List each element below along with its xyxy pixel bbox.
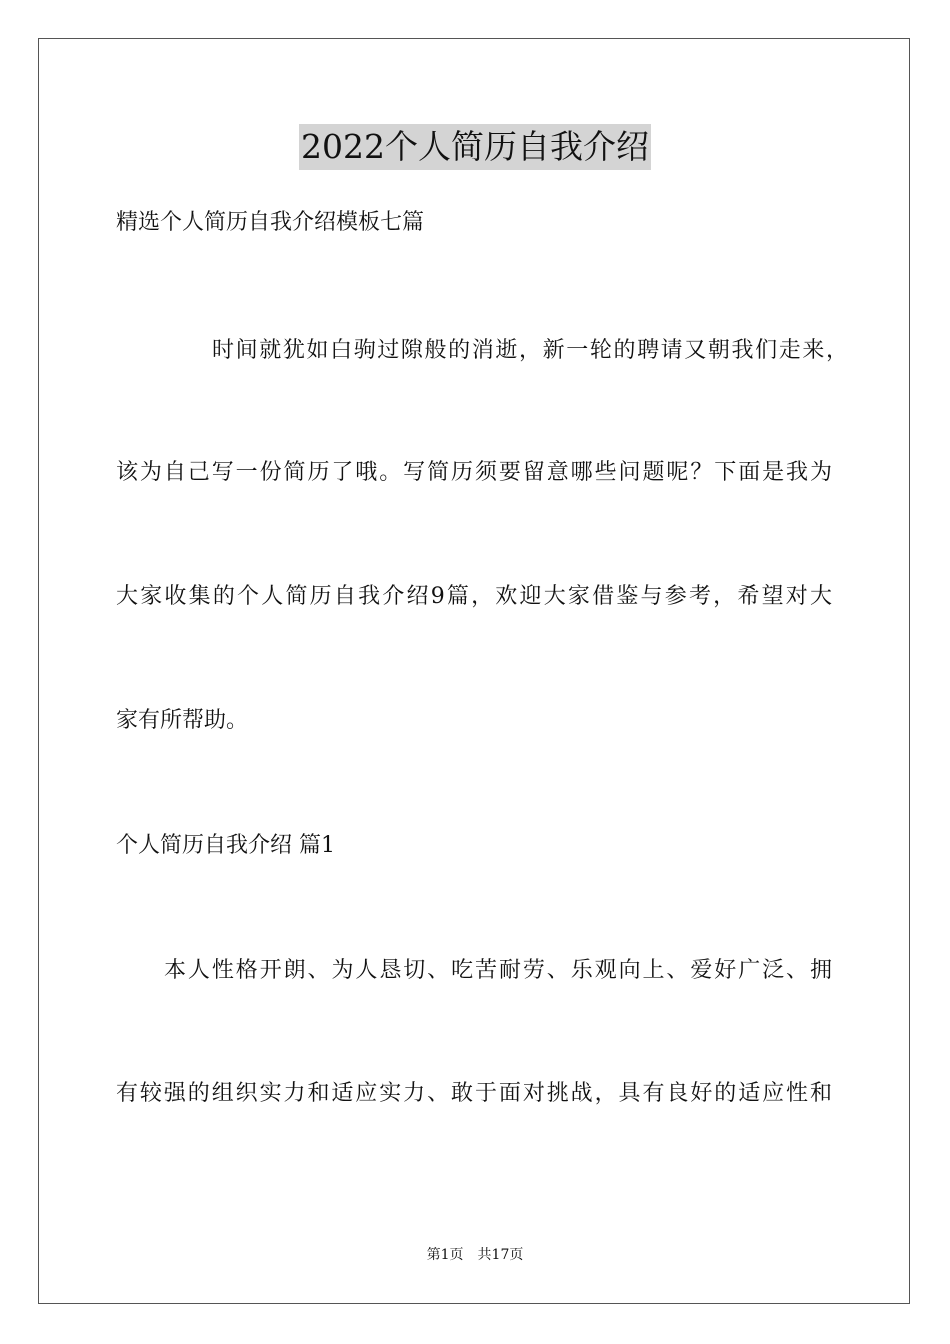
section-heading: 个人简历自我介绍 篇1 <box>116 833 335 858</box>
intro-line-2: 该为自己写一份简历了哦。写简历须要留意哪些问题呢？下面是我为 <box>116 460 832 485</box>
intro-line-4: 家有所帮助。 <box>116 708 249 733</box>
page-total: 共17页 <box>477 1247 524 1263</box>
title-container <box>0 124 950 170</box>
document-subtitle: 精选个人简历自我介绍模板七篇 <box>116 210 425 235</box>
page-number: 第1页 <box>426 1247 464 1263</box>
intro-line-3: 大家收集的个人简历自我介绍9篇，欢迎大家借鉴与参考，希望对大 <box>116 584 832 609</box>
section-line-2: 有较强的组织实力和适应实力、敢于面对挑战，具有良好的适应性和 <box>116 1081 832 1106</box>
page-footer <box>0 1245 950 1265</box>
document-title: 2022个人简历自我介绍 <box>299 124 651 170</box>
section-line-1: 本人性格开朗、为人恳切、吃苦耐劳、乐观向上、爱好广泛、拥 <box>164 958 832 983</box>
intro-line-1: 时间就犹如白驹过隙般的消逝，新一轮的聘请又朝我们走来， <box>212 338 848 363</box>
